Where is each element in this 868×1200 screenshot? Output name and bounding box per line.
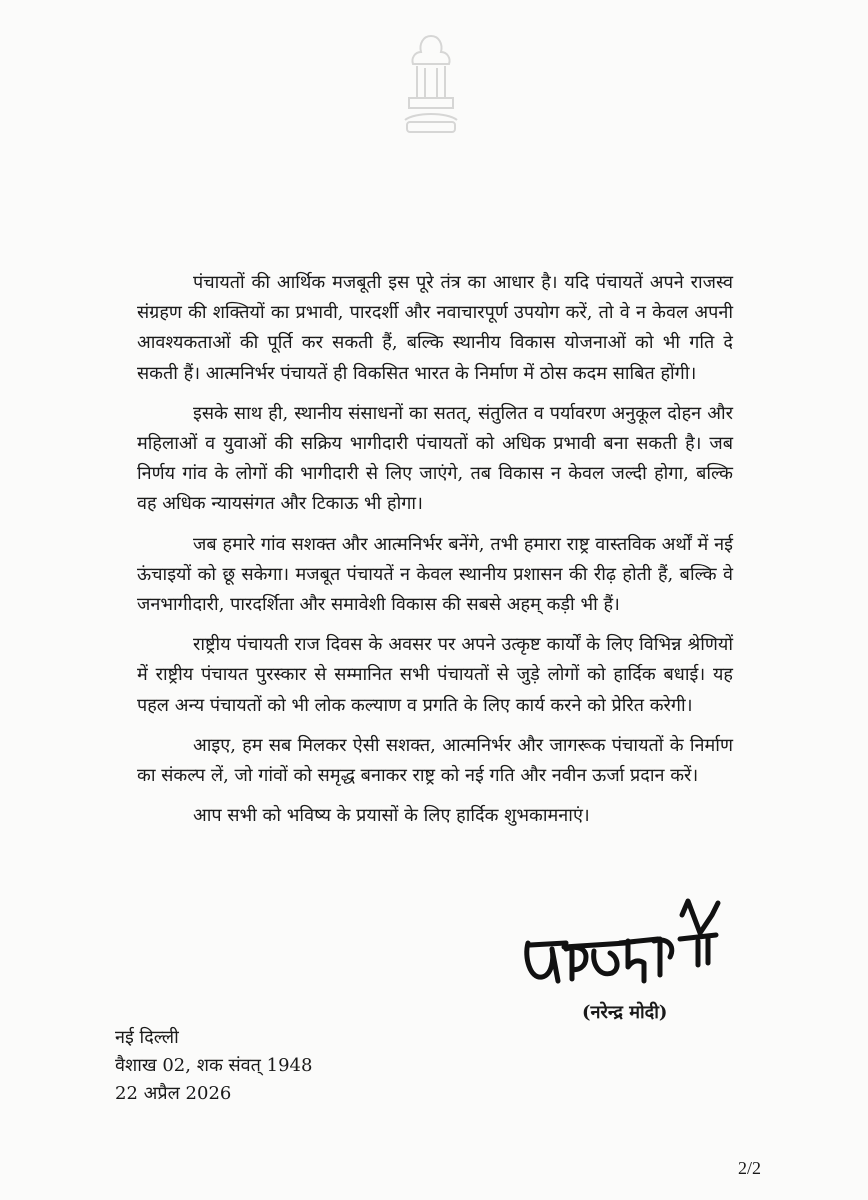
date-saka: वैशाख 02, शक संवत् 1948 xyxy=(115,1055,313,1076)
place: नई दिल्ली xyxy=(115,1027,179,1048)
letter-body xyxy=(137,268,733,841)
paragraph-1: पंचायतों की आर्थिक मजबूती इस पूरे तंत्र का आधार है। यदि पंचायतें अपने राजस्व संग्रहण की शक्तियों का प्रभावी, पारदर्शी और नवाचारपूर्ण उपयोग करें, तो वे न केवल अपनी आवश्यकताओं की पूर्ति कर सकती हैं, बल्कि स्थानीय विकास योजनाओं को भी गति दे सकती हैं। आत्मनिर्भर पंचायतें ही विकसित भारत के निर्माण में ठोस कदम साबित होंगी। xyxy=(137,272,733,384)
date-gregorian: 22 अप्रैल 2026 xyxy=(115,1083,232,1104)
place-and-date xyxy=(115,1024,312,1108)
handwritten-signature xyxy=(520,895,725,1005)
signer-name: (नरेन्द्र मोदी) xyxy=(582,1002,668,1023)
national-emblem-watermark xyxy=(395,28,467,140)
paragraph-2: इसके साथ ही, स्थानीय संसाधनों का सतत्, संतुलित व पर्यावरण अनुकूल दोहन और महिलाओं व युवाओं की सक्रिय भागीदारी पंचायतों को अधिक प्रभावी बना सकती है। जब निर्णय गांव के लोगों की भागीदारी से लिए जाएंगे, तब विकास न केवल जल्दी होगा, बल्कि वह अधिक न्यायसंगत और टिकाऊ भी होगा। xyxy=(137,402,733,515)
paragraph-3: जब हमारे गांव सशक्त और आत्मनिर्भर बनेंगे, तभी हमारा राष्ट्र वास्तविक अर्थों में नई ऊंचाइयों को छू सकेगा। मजबूत पंचायतें न केवल स्थानीय प्रशासन की रीढ़ होती हैं, बल्कि वे जनभागीदारी, पारदर्शिता और समावेशी विकास की सबसे अहम् कड़ी भी हैं। xyxy=(137,533,733,616)
paragraph-4: राष्ट्रीय पंचायती राज दिवस के अवसर पर अपने उत्कृष्ट कार्यों के लिए विभिन्न श्रेणियों में राष्ट्रीय पंचायत पुरस्कार से सम्मानित सभी पंचायतों से जुड़े लोगों को हार्दिक बधाई। यह पहल अन्य पंचायतों को भी लोक कल्याण व प्रगति के लिए कार्य करने को प्रेरित करेगी। xyxy=(137,634,733,716)
paragraph-6: आप सभी को भविष्य के प्रयासों के लिए हार्दिक शुभकामनाएं। xyxy=(193,805,590,827)
page-number: 2/2 xyxy=(738,1158,762,1178)
paragraph-5: आइए, हम सब मिलकर ऐसी सशक्त, आत्मनिर्भर और जागरूक पंचायतों के निर्माण का संकल्प लें, जो गांवों को समृद्ध बनाकर राष्ट्र को नई गति और नवीन ऊर्जा प्रदान करें। xyxy=(137,734,733,787)
